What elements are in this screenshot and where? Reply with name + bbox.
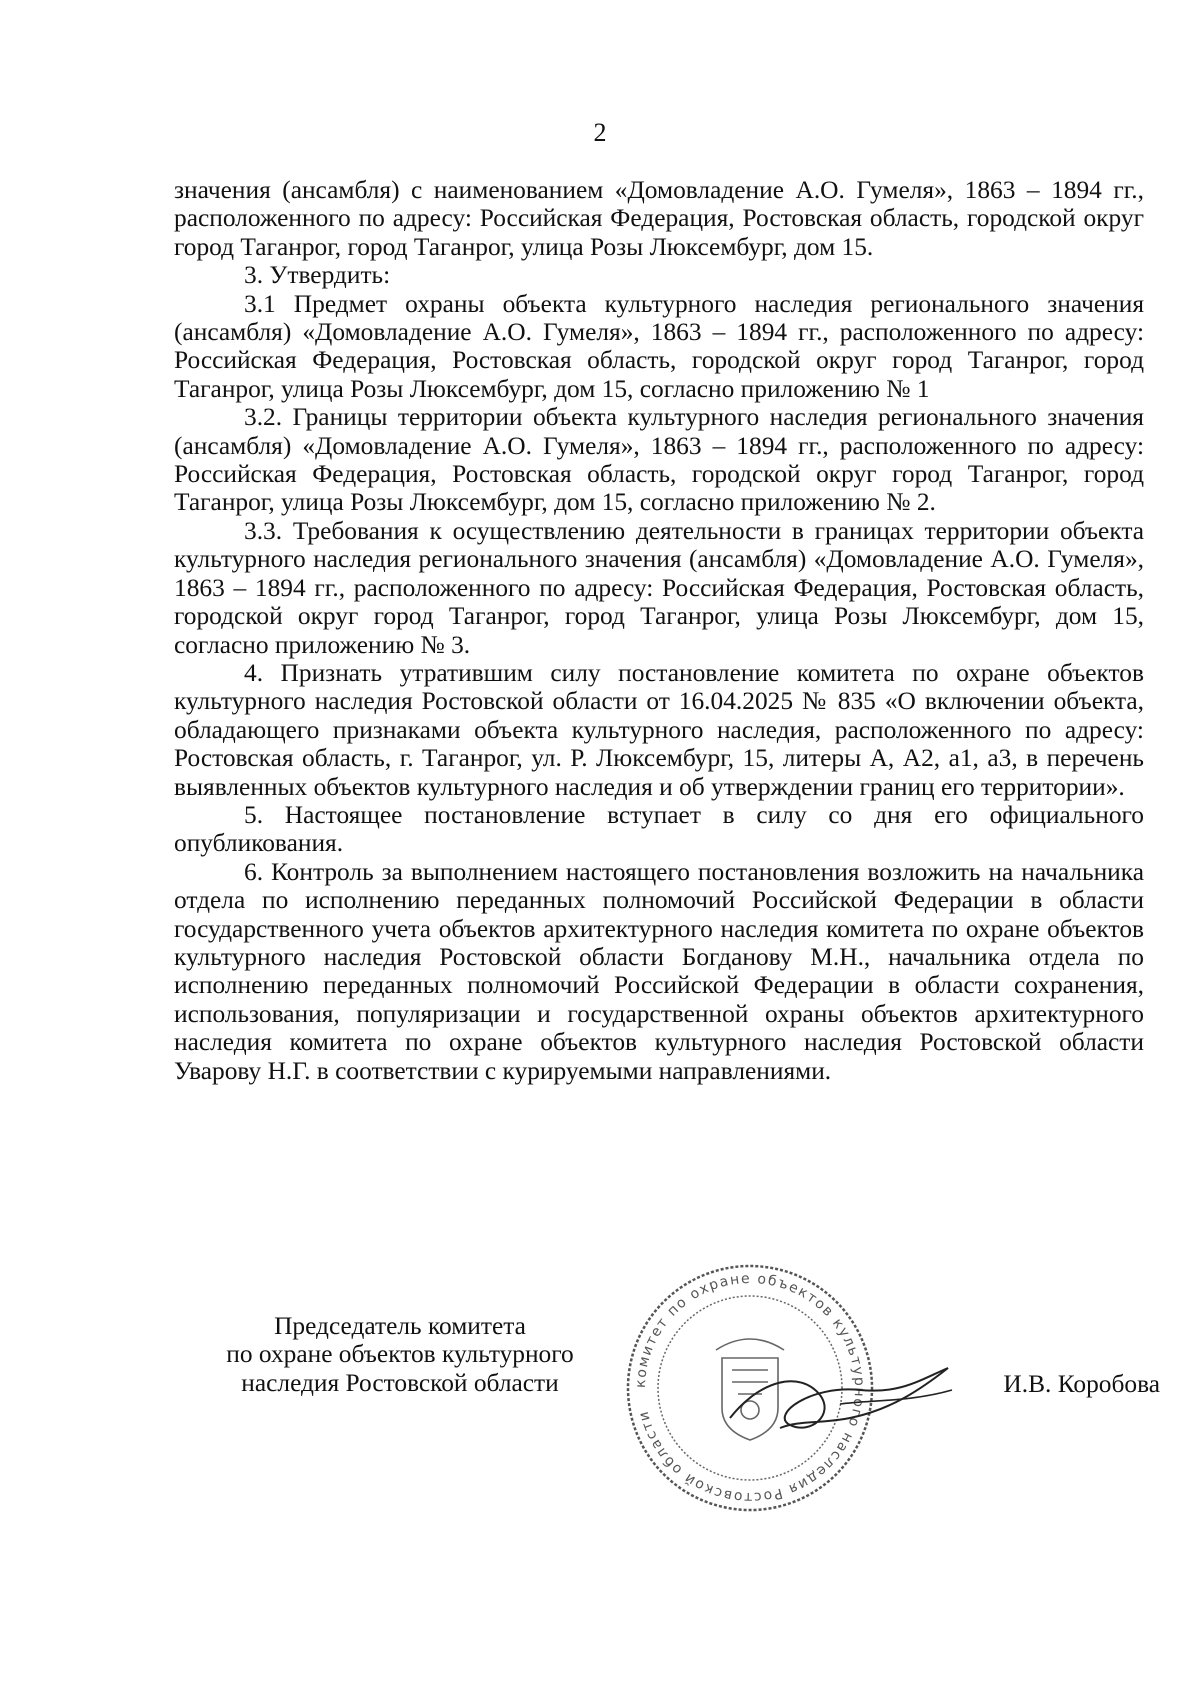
paragraph-item-5: 5. Настоящее постановление вступает в силу со дня его официального опубликования. xyxy=(174,800,1144,858)
signer-title xyxy=(190,1312,610,1397)
page-number: 2 xyxy=(593,118,607,147)
paragraph-item-3-3: 3.3. Требования к осуществлению деятельности в границах территории объекта культурного наследия регионального значения (ансамбля) «Домовладение А.О. Гумеля», 1863 – 1894 гг., расположенного по адресу: Российская Федерация, Ростовская область, городской округ город Таганрог, город Таганрог, улица Розы Люксембург, дом 15, согласно приложению № 3. xyxy=(174,516,1144,659)
paragraph-item-3: 3. Утвердить: xyxy=(244,261,391,290)
signer-title-line-3: наследия Ростовской области xyxy=(241,1368,559,1397)
handwritten-signature xyxy=(720,1340,960,1460)
paragraph-item-4: 4. Признать утратившим силу постановление комитета по охране объектов культурного наследия Ростовской области от 16.04.2025 № 835 «О включении объекта, обладающего признаками объекта культурного наследия, расположенного по адресу: Ростовская область, г. Таганрог, ул. Р. Люксембург, 15, литеры А, А2, а1, а3, в перечень выявленных объектов культурного наследия и об утверждении границ его территории». xyxy=(174,658,1144,801)
paragraph-item-6: 6. Контроль за выполнением настоящего постановления возложить на начальника отдела по исполнению переданных полномочий Российской Федерации в области государственного учета объектов архитектурного наследия комитета по охране объектов культурного наследия Ростовской области Богданову М.Н., начальника отдела по исполнению переданных полномочий Российской Федерации в области сохранения, использования, популяризации и государственной охраны объектов архитектурного наследия комитета по охране объектов культурного наследия Ростовской области Уварову Н.Г. в соответствии с курируемыми направлениями. xyxy=(174,857,1144,1085)
stamp-outer-text: комитет по охране объектов культурного наследия Ростовской области xyxy=(632,1270,868,1506)
paragraph-item-3-1: 3.1 Предмет охраны объекта культурного наследия регионального значения (ансамбля) «Домовладение А.О. Гумеля», 1863 – 1894 гг., расположенного по адресу: Российская Федерация, Ростовская область, городской округ город Таганрог, город Таганрог, улица Розы Люксембург, дом 15, согласно приложению № 1 xyxy=(174,289,1144,403)
paragraph-continuation: значения (ансамбля) с наименованием «Домовладение А.О. Гумеля», 1863 – 1894 гг., расположенного по адресу: Российская Федерация, Ростовская область, городской округ город Таганрог, город Таганрог, улица Розы Люксембург, дом 15. xyxy=(174,176,1144,261)
document-body xyxy=(174,176,1144,1085)
signer-title-line-2: по охране объектов культурного xyxy=(226,1340,574,1369)
paragraph-item-3-2: 3.2. Границы территории объекта культурного наследия регионального значения (ансамбля) «Домовладение А.О. Гумеля», 1863 – 1894 гг., расположенного по адресу: Российская Федерация, Ростовская область, городской округ город Таганрог, город Таганрог, улица Розы Люксембург, дом 15, согласно приложению № 2. xyxy=(174,403,1144,517)
signer-title-line-1: Председатель комитета xyxy=(274,1312,526,1340)
signer-name: И.В. Коробова xyxy=(1003,1370,1160,1398)
